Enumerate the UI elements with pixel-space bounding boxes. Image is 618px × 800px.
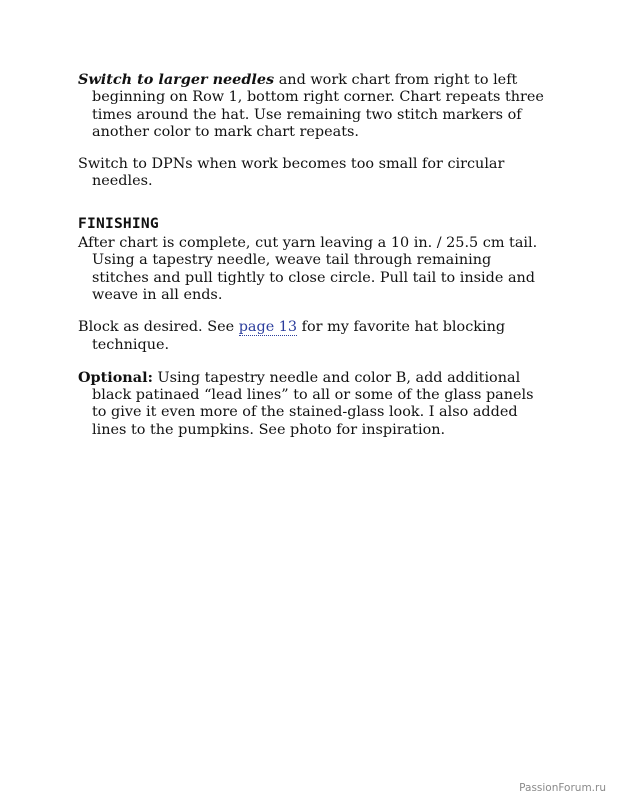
finishing-heading: FINISHING [78, 214, 159, 232]
dpns-paragraph [78, 156, 548, 191]
optional-text: Using tapestry needle and color B, add additional black patinaed “lead lines” to all or some of the glass panels to give it even more of the stained-glass look. I also added lines to the pumpkins. See photo for inspiration. [92, 369, 534, 438]
larger-needles-paragraph [78, 71, 548, 141]
dpns-text: Switch to DPNs when work becomes too small for circular needles. [78, 156, 505, 190]
larger-needles-lead: Switch to larger needles [78, 71, 275, 88]
optional-paragraph [78, 369, 548, 439]
close-circle-text: After chart is complete, cut yarn leaving a 10 in. / 25.5 cm tail. Using a tapestry needle, weave tail through remaining stitches and pull tightly to close circle. Pull tail to inside and weave in all ends. [78, 235, 538, 303]
page-13-link[interactable]: page 13 [238, 319, 298, 336]
block-text-before: Block as desired. See [78, 319, 239, 336]
watermark: PassionForum.ru [519, 782, 606, 794]
document-body [78, 71, 548, 454]
larger-needles-text: and work chart from right to left beginning on Row 1, bottom right corner. Chart repeats three times around the hat. Use remaining two stitch markers of another color to mark chart repeats. [92, 72, 544, 140]
block-text-after: for my favorite hat blocking technique. [92, 319, 506, 353]
optional-lead: Optional: [78, 368, 153, 386]
close-circle-paragraph [78, 235, 548, 304]
block-paragraph [78, 319, 548, 354]
